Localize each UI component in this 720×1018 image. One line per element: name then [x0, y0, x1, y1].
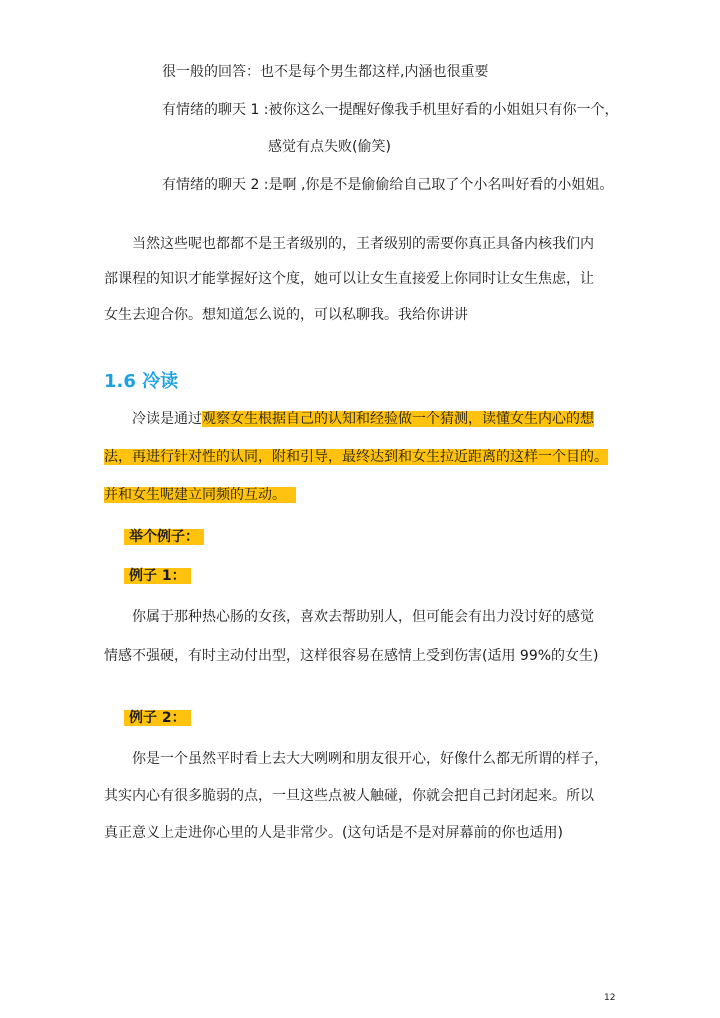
example-2-heading: [124, 707, 191, 729]
page-number: 12: [604, 993, 616, 1003]
example-2-line-1: 你是一个虽然平时看上去大大咧咧和朋友很开心，好像什么都无所谓的样子，: [132, 751, 608, 767]
emotional-reply-1-line-2: 感觉有点失败(偷笑): [268, 139, 391, 155]
example-1-label: 例子 1：: [124, 568, 191, 584]
example-intro-label: 举个例子：: [124, 529, 204, 545]
normal-reply-line: 很一般的回答：也不是每个男生都这样,内涵也很重要: [162, 64, 489, 80]
definition-line-3: [104, 484, 296, 506]
intro-paragraph-line-3: 女生去迎合你。想知道怎么说的，可以私聊我。我给你讲讲: [104, 307, 468, 323]
emotional-reply-1-line-1: 有情绪的聊天 1 :被你这么一提醒好像我手机里好看的小姐姐只有你一个，: [162, 102, 619, 118]
example-1-heading: [124, 565, 191, 587]
definition-highlight-3: 并和女生呢建立同频的互动。: [104, 487, 296, 503]
definition-highlight-2: 法，再进行针对性的认同，附和引导，最终达到和女生拉近距离的这样一个目的。: [104, 449, 608, 465]
emotional-reply-2-line: 有情绪的聊天 2 :是啊 ,你是不是偷偷给自己取了个小名叫好看的小姐姐。: [162, 177, 614, 193]
intro-paragraph-line-1: 当然这些呢也都都不是王者级别的，王者级别的需要你真正具备内核我们内: [132, 236, 594, 252]
definition-line-2: [104, 446, 608, 468]
intro-paragraph-line-2: 部课程的知识才能掌握好这个度，她可以让女生直接爱上你同时让女生焦虑，让: [104, 271, 594, 287]
example-1-line-2: 情感不强硬，有时主动付出型，这样很容易在感情上受到伤害(适用 99%的女生): [104, 648, 599, 664]
example-2-label: 例子 2：: [124, 710, 191, 726]
example-2-line-3: 真正意义上走进你心里的人是非常少。(这句话是不是对屏幕前的你也适用): [104, 825, 563, 841]
definition-line-1: [132, 408, 594, 430]
definition-prefix: 冷读是通过: [132, 411, 202, 427]
definition-highlight-1: 观察女生根据自己的认知和经验做一个猜测，读懂女生内心的想: [202, 411, 594, 427]
example-2-line-2: 其实内心有很多脆弱的点，一旦这些点被人触碰，你就会把自己封闭起来。所以: [104, 788, 594, 804]
example-intro: [124, 526, 204, 548]
section-heading: 1.6 冷读: [104, 371, 179, 392]
example-1-line-1: 你属于那种热心肠的女孩，喜欢去帮助别人，但可能会有出力没讨好的感觉: [132, 609, 594, 625]
